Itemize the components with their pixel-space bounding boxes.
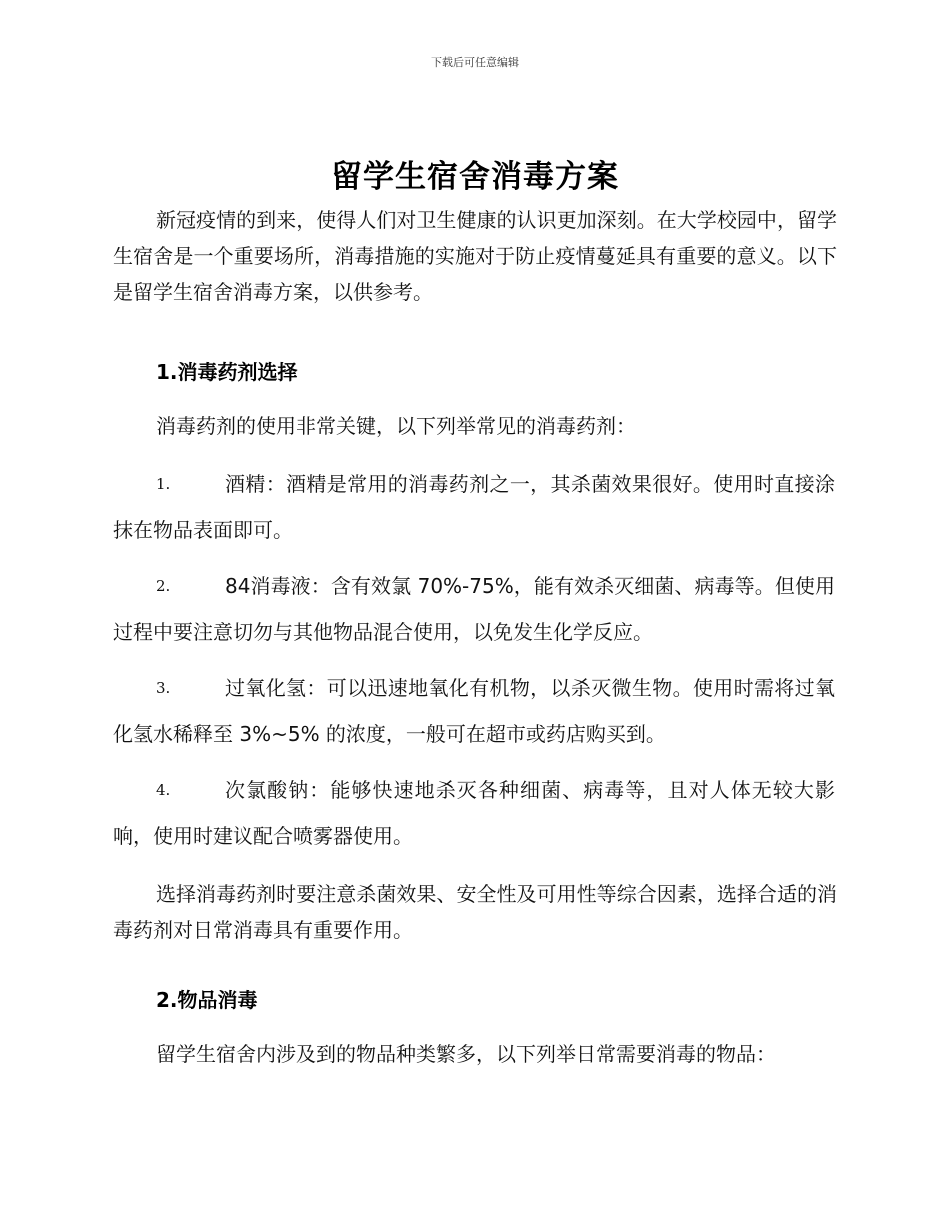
section-1-heading: 1.消毒药剂选择 [156, 360, 298, 384]
list-number: 4. [156, 781, 171, 799]
list-number: 3. [156, 679, 171, 697]
document-title: 留学生宿舍消毒方案 [331, 159, 619, 195]
section-1-lead: 消毒药剂的使用非常关键，以下列举常见的消毒药剂： [156, 414, 636, 438]
section-1-conclusion: 选择消毒药剂时要注意杀菌效果、安全性及可用性等综合因素，选择合适的消毒药剂对日常消毒具有重要作用。 [113, 882, 837, 942]
list-item [113, 767, 835, 859]
list-item [113, 461, 835, 553]
section-2-heading: 2.物品消毒 [156, 988, 258, 1012]
list-number: 1. [156, 475, 171, 493]
list-text: 酒精：酒精是常用的消毒药剂之一，其杀菌效果很好。使用时直接涂抹在物品表面即可。 [113, 472, 835, 542]
header-note: 下载后可任意编辑 [431, 56, 519, 69]
list-item [113, 563, 835, 655]
intro-paragraph: 新冠疫情的到来，使得人们对卫生健康的认识更加深刻。在大学校园中，留学生宿舍是一个重要场所，消毒措施的实施对于防止疫情蔓延具有重要的意义。以下是留学生宿舍消毒方案，以供参考。 [113, 208, 837, 304]
section-2-lead: 留学生宿舍内涉及到的物品种类繁多，以下列举日常需要消毒的物品： [156, 1042, 776, 1066]
list-text: 次氯酸钠：能够快速地杀灭各种细菌、病毒等，且对人体无较大影响，使用时建议配合喷雾器使用。 [113, 778, 835, 848]
list-text: 过氧化氢：可以迅速地氧化有机物，以杀灭微生物。使用时需将过氧化氢水稀释至 3%~5% 的浓度，一般可在超市或药店购买到。 [113, 676, 835, 746]
list-item [113, 665, 835, 757]
list-text: 84消毒液：含有效氯 70%-75%，能有效杀灭细菌、病毒等。但使用过程中要注意切勿与其他物品混合使用，以免发生化学反应。 [113, 574, 835, 644]
list-number: 2. [156, 577, 171, 595]
